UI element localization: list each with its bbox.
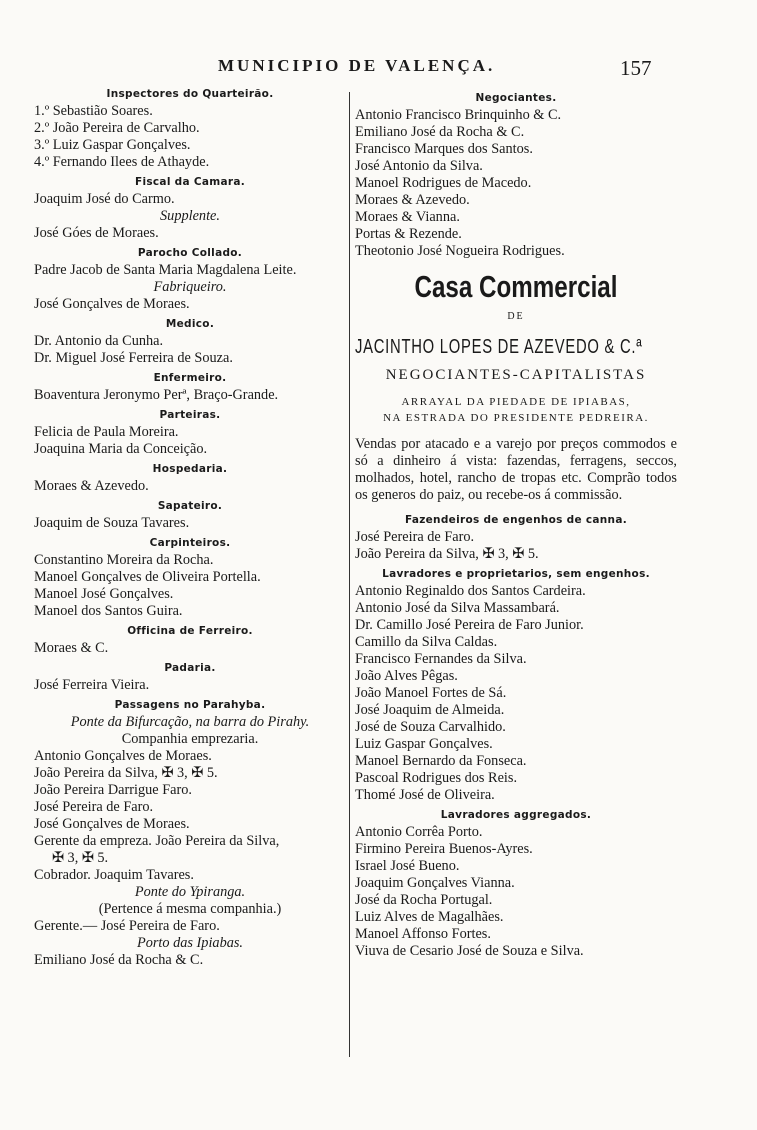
- list-item: (Pertence á mesma companhia.): [98, 901, 282, 917]
- list-item: Cobrador. Joaquim Tavares.: [34, 867, 194, 883]
- list-item: Luiz Alves de Magalhães.: [355, 909, 504, 925]
- section-heading: Fazendeiros de engenhos de canna.: [404, 514, 627, 526]
- page-header: [0, 56, 757, 86]
- merchant-list: [355, 107, 677, 260]
- list-item: José Pereira de Faro.: [34, 799, 154, 815]
- list-item: Dr. Miguel José Ferreira de Souza.: [34, 350, 233, 366]
- section-heading: Hospedaria.: [152, 463, 228, 475]
- section-heading: Enfermeiro.: [153, 372, 227, 384]
- list-item: Emiliano José da Rocha & C.: [34, 952, 204, 968]
- list-item: Luiz Gaspar Gonçalves.: [355, 736, 493, 752]
- list-item: Manoel Bernardo da Fonseca.: [355, 753, 527, 769]
- list-item: Antonio Corrêa Porto.: [355, 824, 483, 840]
- left-column: [34, 86, 346, 969]
- advert-de: DE: [507, 311, 525, 322]
- list-item: João Manoel Fortes de Sá.: [355, 685, 507, 701]
- list-item: 1.º Sebastião Soares.: [34, 103, 153, 119]
- list-item: Antonio Reginaldo dos Santos Cardeira.: [355, 583, 586, 599]
- list-item: Thomé José de Oliveira.: [355, 787, 495, 803]
- list-item: Boaventura Jeronymo Perª, Braço-Grande.: [34, 387, 279, 403]
- list-item: José Ferreira Vieira.: [34, 677, 150, 693]
- list-item: Antonio Gonçalves de Moraes.: [34, 748, 212, 764]
- list-item: Manoel dos Santos Guira.: [34, 603, 183, 619]
- list-item: José Pereira de Faro.: [355, 529, 475, 545]
- list-item: João Alves Pêgas.: [355, 668, 458, 684]
- list-item: Gerente da empreza. João Pereira da Silva,: [34, 833, 280, 849]
- list-item: Gerente.— José Pereira de Faro.: [34, 918, 220, 934]
- list-item: Theotonio José Nogueira Rodrigues.: [355, 243, 565, 259]
- list-item: Moraes & Vianna.: [355, 209, 460, 225]
- subsection-title: Ponte do Ypiranga.: [134, 884, 246, 900]
- list-item: 2.º João Pereira de Carvalho.: [34, 120, 200, 136]
- list-item: Manoel Affonso Fortes.: [355, 926, 491, 942]
- list-item: Portas & Rezende.: [355, 226, 462, 242]
- right-lower-list: [355, 512, 677, 960]
- section-heading: Officina de Ferreiro.: [127, 625, 253, 637]
- list-item: José Joaquim de Almeida.: [355, 702, 505, 718]
- list-item: 3.º Luiz Gaspar Gonçalves.: [34, 137, 191, 153]
- list-item: José da Rocha Portugal.: [355, 892, 493, 908]
- list-item: 4.º Fernando Ilees de Athayde.: [34, 154, 210, 170]
- list-item: Manoel Gonçalves de Oliveira Portella.: [34, 569, 261, 585]
- subsection-title: Supplente.: [160, 208, 220, 224]
- list-item: Israel José Bueno.: [355, 858, 460, 874]
- list-item: Viuva de Cesario José de Souza e Silva.: [355, 943, 584, 959]
- advert-body: Vendas por atacado e a varejo por preços commodos e só a dinheiro á vista: fazendas, ferragens, seccos, molhados, hotel, rancho de tropas etc. Comprão todos os generos do paiz, ou recebe-os á commissão.: [355, 436, 677, 503]
- page-title: MUNICIPIO DE VALENÇA.: [218, 56, 496, 75]
- subsection-title: Ponte da Bifurcação, na barra do Pirahy.: [70, 714, 310, 730]
- list-item: Companhia emprezaria.: [121, 731, 259, 747]
- list-item: Moraes & Azevedo.: [34, 478, 149, 494]
- list-item: José Gonçalves de Moraes.: [34, 816, 190, 832]
- advert-tagline: NEGOCIANTES-CAPITALISTAS: [385, 367, 647, 383]
- column-divider: [349, 92, 350, 1057]
- list-item: Francisco Marques dos Santos.: [355, 141, 533, 157]
- list-item: José Antonio da Silva.: [355, 158, 483, 174]
- list-item: José Góes de Moraes.: [34, 225, 159, 241]
- list-item: Felicia de Paula Moreira.: [34, 424, 179, 440]
- section-heading: Lavradores aggregados.: [440, 809, 592, 821]
- list-item: Manoel Rodrigues de Macedo.: [355, 175, 532, 191]
- list-item: Pascoal Rodrigues dos Reis.: [355, 770, 518, 786]
- advert-title: Casa Commercial: [414, 269, 618, 304]
- list-item: Joaquim de Souza Tavares.: [34, 515, 190, 531]
- list-item: João Pereira da Silva, ✠ 3, ✠ 5.: [355, 546, 539, 562]
- list-item: Constantino Moreira da Rocha.: [34, 552, 214, 568]
- list-item: João Pereira Darrigue Faro.: [34, 782, 192, 798]
- list-item: ✠ 3, ✠ 5.: [52, 850, 109, 866]
- section-heading: Parocho Collado.: [137, 247, 243, 259]
- advert-address-line: NA ESTRADA DO PRESIDENTE PEDREIRA.: [383, 412, 649, 424]
- page-number: 157: [620, 56, 652, 80]
- list-item: Francisco Fernandes da Silva.: [355, 651, 527, 667]
- list-item: Moraes & Azevedo.: [355, 192, 470, 208]
- list-item: Dr. Antonio da Cunha.: [34, 333, 164, 349]
- list-item: Antonio Francisco Brinquinho & C.: [355, 107, 562, 123]
- list-item: Padre Jacob de Santa Maria Magdalena Leite.: [34, 262, 297, 278]
- list-item: Firmino Pereira Buenos-Ayres.: [355, 841, 533, 857]
- section-heading: Sapateiro.: [157, 500, 223, 512]
- section-heading: Fiscal da Camara.: [134, 176, 245, 188]
- list-item: José de Souza Carvalhido.: [355, 719, 506, 735]
- section-heading: Lavradores e proprietarios, sem engenhos.: [382, 568, 650, 580]
- list-item: Joaquina Maria da Conceição.: [34, 441, 208, 457]
- list-item: Dr. Camillo José Pereira de Faro Junior.: [355, 617, 584, 633]
- section-heading: Negociantes.: [475, 92, 557, 104]
- subsection-title: Fabriqueiro.: [153, 279, 227, 295]
- right-column: [355, 86, 677, 960]
- list-item: Joaquim Gonçalves Vianna.: [355, 875, 515, 891]
- list-item: João Pereira da Silva, ✠ 3, ✠ 5.: [34, 765, 218, 781]
- list-item: José Gonçalves de Moraes.: [34, 296, 190, 312]
- section-heading: Padaria.: [164, 662, 216, 674]
- list-item: Emiliano José da Rocha & C.: [355, 124, 525, 140]
- advert-address-line: ARRAYAL DA PIEDADE DE IPIABAS,: [401, 396, 631, 408]
- list-item: Manoel José Gonçalves.: [34, 586, 174, 602]
- section-heading: Parteiras.: [159, 409, 221, 421]
- advert-firm-name: JACINTHO LOPES DE AZEVEDO & C.ª: [355, 336, 643, 358]
- list-item: Joaquim José do Carmo.: [34, 191, 175, 207]
- section-heading: Passagens no Parahyba.: [114, 699, 266, 711]
- section-heading: Inspectores do Quarteirão.: [106, 88, 274, 100]
- subsection-title: Porto das Ipiabas.: [136, 935, 244, 951]
- section-heading: Medico.: [165, 318, 215, 330]
- section-heading: Carpinteiros.: [149, 537, 231, 549]
- list-item: Moraes & C.: [34, 640, 109, 656]
- list-item: Camillo da Silva Caldas.: [355, 634, 498, 650]
- list-item: Antonio José da Silva Massambará.: [355, 600, 560, 616]
